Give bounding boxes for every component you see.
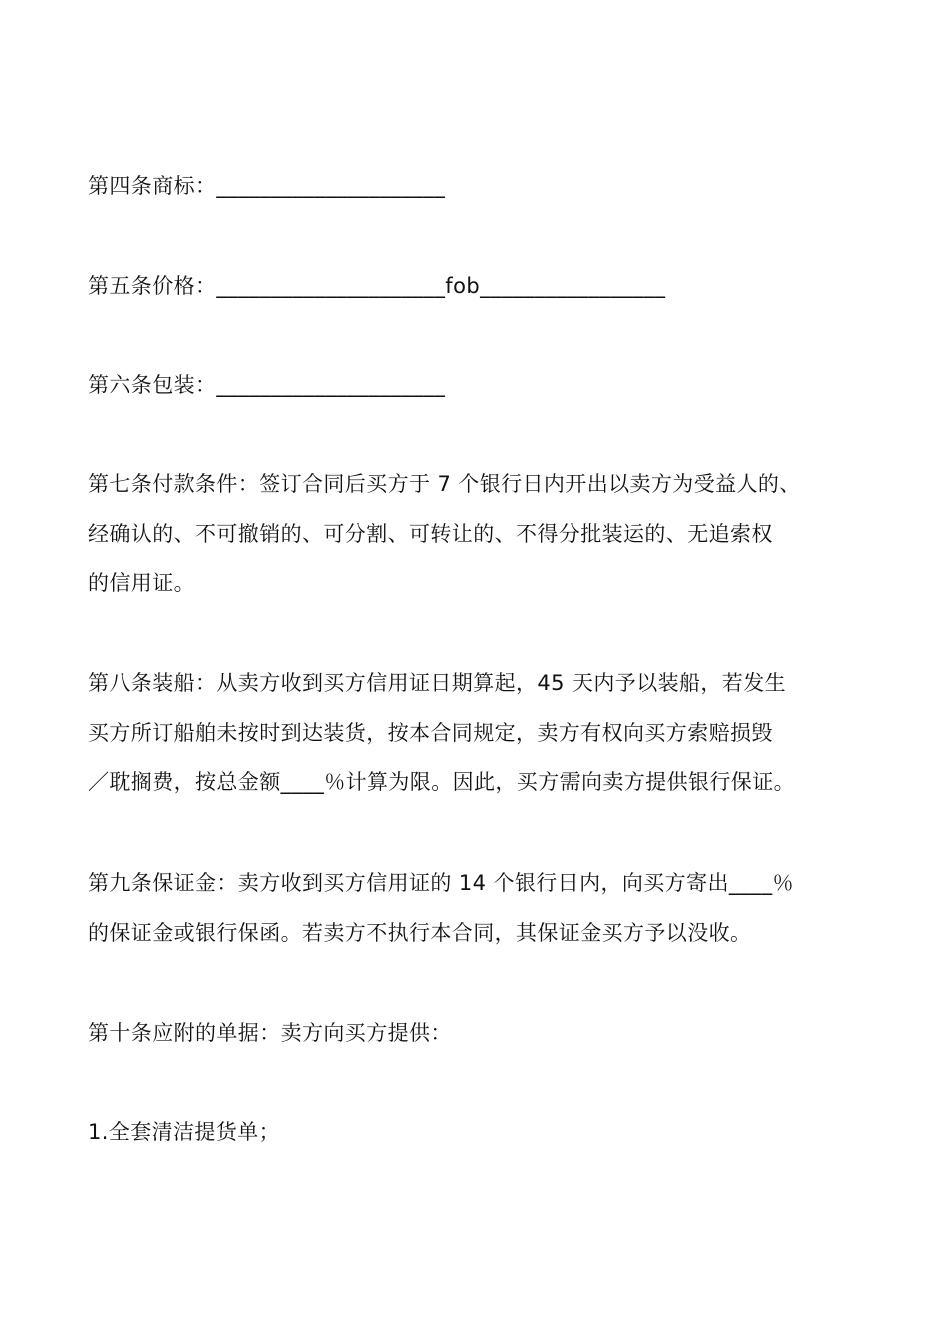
clause-9-deposit-line-2: 的保证金或银行保函。若卖方不执行本合同，其保证金买方予以没收。	[88, 921, 752, 945]
clause-5-price: 第五条价格：_____________________fob_________________	[88, 274, 666, 298]
clause-10-documents: 第十条应附的单据：卖方向买方提供：	[88, 1021, 452, 1045]
clause-4-trademark: 第四条商标：_____________________	[88, 174, 446, 198]
clause-6-packing: 第六条包装：_____________________	[88, 373, 446, 397]
clause-8-shipment-line-1: 第八条装船：从卖方收到买方信用证日期算起，45 天内予以装船，若发生	[88, 671, 786, 695]
clause-9-deposit-line-1: 第九条保证金：卖方收到买方信用证的 14 个银行日内，向买方寄出____％	[88, 871, 794, 895]
clause-7-payment-line-1: 第七条付款条件：签订合同后买方于 7 个银行日内开出以卖方为受益人的、	[88, 472, 801, 496]
clause-8-shipment-line-3: ／耽搁费，按总金额____％计算为限。因此，买方需向卖方提供银行保证。	[88, 770, 795, 794]
clause-7-payment-line-2: 经确认的、不可撤销的、可分割、可转让的、不得分批装运的、无追索权	[88, 522, 773, 546]
clause-7-payment-line-3: 的信用证。	[88, 571, 195, 595]
clause-8-shipment-line-2: 买方所订船舶未按时到达装货，按本合同规定，卖方有权向买方索赔损毁	[88, 721, 773, 745]
document-item-1: 1.全套清洁提货单；	[88, 1120, 281, 1144]
